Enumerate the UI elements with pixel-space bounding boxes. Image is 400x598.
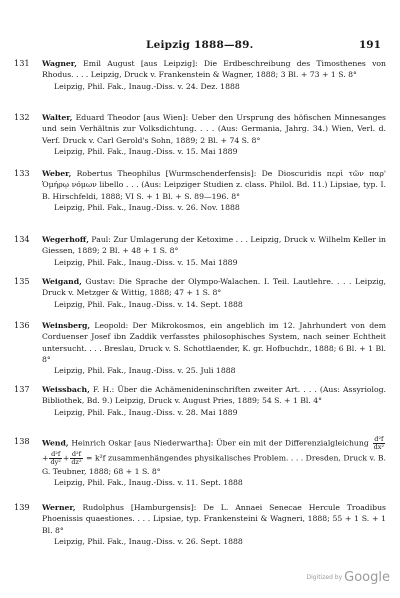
entry-text: Gustav: Die Sprache der Olympo-Walachen. I. Teil. Lautlehre. . . . Leipzig, Druck v. Metzger & Wittig, 1888; 47 + 1 S. 8° bbox=[42, 277, 386, 298]
plus-sign: + bbox=[42, 453, 49, 463]
entry-body bbox=[42, 234, 386, 268]
entry-number: 133 bbox=[14, 168, 30, 178]
entry-body bbox=[42, 112, 386, 157]
entry-thesis-note: Leipzig, Phil. Fak., Inaug.-Diss. v. 11. Sept. 1888 bbox=[54, 478, 243, 488]
entry-body bbox=[42, 436, 386, 489]
entry-number: 134 bbox=[14, 234, 30, 244]
entry-number: 137 bbox=[14, 384, 30, 394]
entry-thesis-note: Leipzig, Phil. Fak., Inaug.-Diss. v. 26. Nov. 1888 bbox=[54, 202, 240, 212]
bibliography-entry bbox=[14, 234, 386, 268]
entry-thesis-note: Leipzig, Phil. Fak., Inaug.-Diss. v. 26. Sept. 1888 bbox=[54, 536, 243, 546]
bibliography-entry bbox=[14, 436, 386, 489]
entry-number: 139 bbox=[14, 502, 30, 512]
entry-body bbox=[42, 320, 386, 376]
entry-thesis-note: Leipzig, Phil. Fak., Inaug.-Diss. v. 24. Dez. 1888 bbox=[54, 81, 240, 91]
page-number: 191 bbox=[359, 39, 381, 51]
entry-thesis-note: Leipzig, Phil. Fak., Inaug.-Diss. v. 28. Mai 1889 bbox=[54, 407, 238, 417]
bibliography-entry bbox=[14, 58, 386, 92]
entry-text: F. H.: Über die Achämenideninschriften zweiter Art. . . . (Aus: Assyriolog. Bibliothek, Bd. 9.) Leipzig, Druck v. August Pries, 1889; 54 S. + 1 Bl. 4° bbox=[42, 385, 386, 406]
entry-number: 138 bbox=[14, 436, 30, 446]
entry-text: Rudolphus [Hamburgensis]: De L. Annaei Senecae Hercule Troadibus Phoenissis quaestiones. . . . Lipsiae, typ. Frankensteini & Wagneri, 1888; 55 + 1 S. + 1 Bl. 8° bbox=[42, 503, 386, 535]
fraction-d2f-dz2: $\frac{\text{d²f}}{\text{dz²}}$ bbox=[71, 450, 82, 466]
entry-text: Paul: Zur Umlagerung der Ketoxime . . . Leipzig, Druck v. Wilhelm Keller in Giessen, 1889; 2 Bl. + 48 + 1 S. 8° bbox=[42, 235, 386, 256]
fraction-d2f-dx2: $\frac{\text{d²f}}{\text{dx²}}$ bbox=[373, 435, 384, 451]
bibliography-entry bbox=[14, 112, 386, 157]
bibliography-entry bbox=[14, 384, 386, 418]
bibliography-entry bbox=[14, 168, 386, 213]
entry-body bbox=[42, 502, 386, 547]
digitized-by-google-watermark: Digitized by Google bbox=[306, 570, 390, 585]
entry-number: 132 bbox=[14, 112, 30, 122]
entry-text: = k²f zusammenhängendes physikalisches Problem. . . . Dresden, Druck v. B. G. Teubner, 1888; 68 + 1 S. 8° bbox=[42, 453, 386, 476]
entry-author: Weinsberg, bbox=[42, 321, 91, 330]
entry-author: Werner, bbox=[42, 503, 76, 512]
entry-author: Weigand, bbox=[42, 277, 82, 286]
entry-number: 131 bbox=[14, 58, 30, 68]
plus-sign: + bbox=[62, 453, 70, 463]
entry-author: Walter, bbox=[42, 113, 73, 122]
entry-author: Wagner, bbox=[42, 59, 77, 68]
bibliography-entry bbox=[14, 320, 386, 376]
fraction-d2f-dy2: $\frac{\text{d²f}}{\text{dy²}}$ bbox=[50, 450, 61, 466]
entry-body bbox=[42, 276, 386, 310]
entry-body bbox=[42, 384, 386, 418]
entry-author: Wegerhoff, bbox=[42, 235, 89, 244]
running-header: Leipzig 1888—89. bbox=[146, 39, 254, 51]
entry-number: 135 bbox=[14, 276, 30, 286]
entry-thesis-note: Leipzig, Phil. Fak., Inaug.-Diss. v. 15. Mai 1889 bbox=[54, 146, 238, 156]
bibliography-entry bbox=[14, 276, 386, 310]
entry-thesis-note: Leipzig, Phil. Fak., Inaug.-Diss. v. 14. Sept. 1888 bbox=[54, 299, 243, 309]
entry-text: Heinrich Oskar [aus Niederwartha]: Über ein mit der Differenzialgleichung bbox=[68, 438, 372, 448]
entry-thesis-note: Leipzig, Phil. Fak., Inaug.-Diss. v. 25. Juli 1888 bbox=[54, 366, 236, 376]
entry-text: Robertus Theophilus [Wurmschenderfensis]: De Dioscuridis περὶ τῶν παρ' Ὁμήρῳ νόμων libello . . . (Aus: Leipziger Studien z. class. Philol. Bd. 11.) Lipsiae, typ. I. B. Hirschfeldi, 1888; VI S. + 1 Bl. + S. 89—196. 8° bbox=[42, 169, 386, 201]
entry-text: Leopold: Der Mikrokosmos, ein angeblich im 12. Jahrhundert von dem Corduenser Josef ibn Zaddik verfasstes philosophisches System, nach seiner Echtheit untersucht. . . . Breslau, Druck v. S. Schottlaender, K. gr. Hofbuchdr., 1888; 6 Bl. + 1 Bl. 8° bbox=[42, 321, 386, 364]
entry-text: Eduard Theodor [aus Wien]: Ueber den Ursprung des höfischen Minnesanges und sein Verhältnis zur Volksdichtung. . . . (Aus: Germania, Jahrg. 34.) Wien, Verl. d. Verf. Druck v. Carl Gerold's Sohn, 1889; 2 Bl. + 74 S. 8° bbox=[42, 113, 386, 145]
entry-number: 136 bbox=[14, 320, 30, 330]
entry-author: Wend, bbox=[42, 438, 69, 448]
entry-text: Emil August [aus Leipzig]: Die Erdbeschreibung des Timosthenes von Rhodus. . . . Leipzig, Druck v. Frankenstein & Wagner, 1888; 3 Bl. + 73 + 1 S. 8° bbox=[42, 59, 386, 80]
entry-thesis-note: Leipzig, Phil. Fak., Inaug.-Diss. v. 15. Mai 1889 bbox=[54, 257, 238, 267]
entry-body bbox=[42, 58, 386, 92]
bibliography-entry bbox=[14, 502, 386, 547]
entry-body bbox=[42, 168, 386, 213]
entry-author: Weber, bbox=[42, 169, 72, 178]
entry-author: Weissbach, bbox=[42, 385, 90, 394]
